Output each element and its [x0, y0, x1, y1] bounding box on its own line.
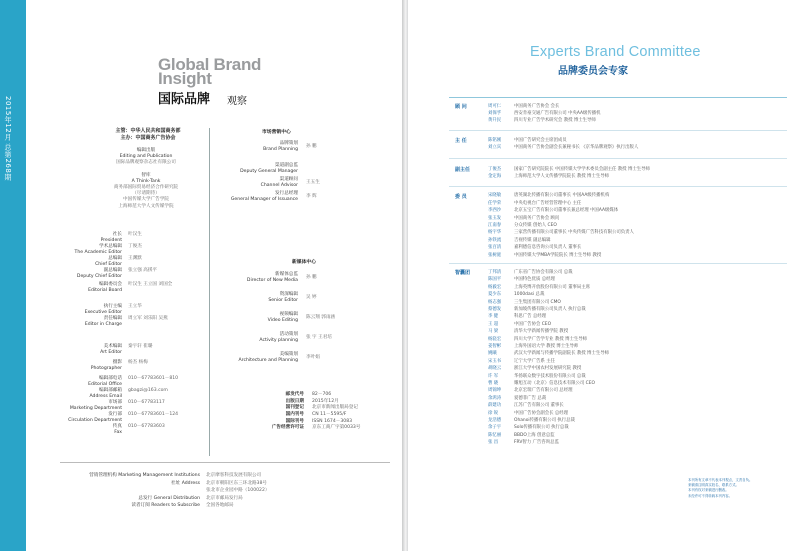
expert-title: 三生集团有限公司 CMO — [514, 299, 561, 305]
note-line: 本刊所有文章不代表本刊观点，文责自负。 — [688, 478, 753, 482]
expert-row — [488, 357, 555, 364]
expert-name: 徐 锐 — [488, 410, 499, 416]
expert-name: 陈忆丽 — [488, 432, 502, 438]
market-row — [210, 154, 390, 162]
info-row: 邮发代号 82－706 — [285, 392, 332, 397]
expert-row — [488, 394, 546, 401]
expert-row — [488, 276, 555, 283]
expert-name: 陈国平 — [488, 277, 502, 283]
media-row: 资深编辑 Senior Editor 吴 婷 — [268, 291, 317, 303]
expert-name: 许 军 — [488, 373, 499, 379]
note-line: 本刊有权对来稿进行删改。 — [688, 488, 729, 493]
staff-row: 总编辑 Chief Editor 王渊默 — [95, 256, 142, 268]
expert-name: 孙铁流 — [488, 237, 502, 243]
expert-title: 中央电视台广告经营管理中心 主任 — [514, 200, 582, 206]
expert-name: 薛建功 — [488, 403, 502, 409]
expert-name: 宋晓敏 — [488, 193, 502, 199]
info-row: 国刊登记 北京市新闻出版局登记 — [285, 405, 358, 411]
expert-title: 西安肯豪交通广告有限公司 中央AA级传播机 — [514, 111, 601, 117]
expert-name: 宋玉书 — [488, 358, 502, 364]
expert-row — [488, 305, 586, 312]
editorial-note — [688, 478, 776, 499]
expert-row — [488, 416, 575, 423]
expert-title: 广东省广告协会有限公司 总裁 — [514, 270, 573, 276]
group-divider — [449, 158, 787, 159]
expert-name: 张树庭 — [488, 252, 502, 258]
expert-title: FRV智力 广告咨询总监 — [514, 440, 559, 446]
note-line: 未经许可不得转载本刊内容。 — [688, 493, 733, 498]
media-row: 美编策划 Architecture and Planning 李叶娟 — [238, 351, 320, 363]
expert-row — [488, 229, 634, 236]
media-center-list — [210, 268, 390, 368]
expert-title: 嘉利德信息咨询公司负责人 董事长 — [514, 245, 582, 251]
expert-row — [488, 144, 638, 151]
staff-row: 编辑委员会 Editorial Board 叶汉生 王立国 刘国全 — [88, 282, 173, 294]
expert-name: 周可仁 — [488, 103, 502, 109]
expert-title: 爱德菲广告 总裁 — [514, 395, 547, 401]
expert-title: 1000dasi 总裁 — [514, 292, 545, 298]
group-label: 顾 问 — [455, 104, 467, 110]
expert-row — [488, 165, 650, 172]
note-line: 来稿请注明真实姓名、联系方式。 — [688, 483, 739, 488]
expert-name: 杨毅宏 — [488, 284, 502, 290]
expert-row — [488, 409, 568, 416]
distribution-row: 社址 Address 北京市朝阳区东三环北路38号 — [171, 480, 267, 486]
expert-name: 曹 晓 — [488, 381, 499, 387]
expert-name: 刘立宾 — [488, 145, 502, 151]
expert-name: 丁邦清 — [488, 270, 502, 276]
publication-info — [240, 392, 390, 432]
footer-divider — [60, 462, 390, 463]
expert-title: 江苏广告有限公司 董事长 — [514, 403, 564, 409]
expert-name: 丁俊杰 — [488, 166, 502, 172]
group-label: 委 员 — [455, 193, 467, 200]
expert-name: 任学荣 — [488, 200, 502, 206]
staff-row: 责任编辑 Editor in Charge 周立军 刘乐阳 吴燕 — [84, 316, 168, 328]
media-center-heading: 新媒体中心 — [292, 260, 316, 265]
expert-name: 陈铭刚 — [488, 137, 502, 143]
publishing-block: 编辑出版 Editing and Publication 国际品牌观察杂志社有限公司 智库 A Think-Tank 商务部国际贸易经济合作研究院 （尽请期待） 中国传媒大学广告学院 上海师范大学人文传媒学院 — [113, 148, 179, 209]
expert-row — [488, 207, 618, 214]
magazine-logo — [158, 55, 262, 88]
expert-name: 江南春 — [488, 223, 502, 229]
expert-title: 中国特色优质 总经理 — [514, 277, 555, 283]
sidebar-date: 2015年12月 总第268期 — [4, 96, 12, 181]
info-row: 广告经营许可证 京东工商广字第0033号 — [271, 425, 361, 431]
distribution-row: 总发行 General Distribution 北京市邮局发行局 — [138, 495, 243, 501]
expert-name: 周锦坤 — [488, 388, 502, 394]
expert-row — [488, 172, 609, 179]
distribution-row: 读者订阅 Readers to Subscribe 全国各地邮局 — [131, 503, 234, 508]
expert-title: 中国广告协会副会长 总经理 — [514, 410, 569, 416]
expert-title: 三家营传播有限公司董事长 中央传媒广告科技有限公司负责人 — [514, 230, 634, 236]
expert-name: 黄升民 — [488, 118, 502, 124]
media-row: 视频编辑 Video Editing 陈云翔 郭雨涵 — [267, 311, 336, 323]
expert-row — [488, 214, 559, 221]
expert-title: 上海英博开放股份有限公司 董事局主席 — [514, 284, 591, 290]
expert-row — [488, 335, 587, 342]
expert-row — [488, 291, 544, 298]
expert-title: BBDO上海 创意总监 — [514, 432, 555, 438]
expert-row — [488, 365, 581, 372]
expert-row — [488, 439, 559, 446]
expert-row — [488, 102, 559, 109]
expert-row — [488, 268, 572, 275]
staff-row: 执行主编 Executive Editor 王立华 — [84, 304, 142, 316]
expert-name: 王 超 — [488, 321, 499, 327]
expert-row — [488, 199, 581, 206]
media-row: 活动策划 Activity planning 张 宇 王君培 — [259, 331, 332, 343]
staff-row: 市场部 Marketing Department 010－67783117 — [69, 400, 165, 412]
market-row: 渠道副总监 Deputy General Manager — [240, 162, 298, 174]
expert-row — [488, 328, 568, 335]
expert-name: 夏少东 — [488, 292, 502, 298]
expert-title: 浙江大学中国农村发展研究院 教授 — [514, 366, 582, 372]
expert-name: 李 健 — [488, 314, 499, 320]
staff-row: 社长 President 叶汉生 — [100, 232, 142, 244]
expert-title: Solo传播有限公司 执行总裁 — [514, 425, 569, 431]
staff-row: 学术总编辑 The Academic Editor 丁俊杰 — [74, 244, 142, 256]
expert-name: 刘保孚 — [488, 111, 502, 117]
expert-name: 杨骁宏 — [488, 336, 502, 342]
expert-title: 中国商务广告协会 会长 — [514, 103, 560, 109]
expert-row — [488, 221, 557, 228]
expert-title: 上海师范大学人文传播学院院长 教授 博士生导师 — [514, 174, 609, 180]
expert-title: 北京五宝广告有限公司董事长兼总经理 中国AA级媒体 — [514, 208, 619, 214]
group-label: 智囊团 — [455, 270, 471, 277]
expert-title: 四川专业广告学术研究会 教授 博士生导师 — [514, 118, 596, 124]
experts-title-rule — [449, 97, 787, 98]
staff-row: 美术编辑 Art Editor 秦宇轩 崔璐 — [100, 344, 153, 356]
group-divider — [449, 263, 787, 264]
market-row: 发行总经理 General Manager of Issuance 李 辉 — [230, 190, 317, 202]
expert-name: 蔡德发 — [488, 307, 502, 313]
expert-title: 华扬联众数字技术股份有限公司 总裁 — [514, 373, 586, 379]
expert-name: 胡晓云 — [488, 366, 502, 372]
info-row: 国际刊号 ISSN 1674－3083 — [285, 418, 353, 424]
expert-title: 辽宁大学广告系 主任 — [514, 358, 555, 364]
expert-title: 国家广告研究院院长 中国传媒大学学术委员会副主任 教授 博士生导师 — [514, 166, 650, 172]
sponsor-block: 主管：中华人民共和国商务部 主办：中国商务广告协会 — [115, 128, 181, 141]
expert-row — [488, 117, 596, 124]
logo-line1: Global Brand — [158, 55, 262, 74]
expert-row — [488, 192, 609, 199]
staff-list — [56, 232, 206, 436]
expert-name: 张 昌 — [488, 440, 499, 446]
expert-title: 中国商务广告协会 顾问 — [514, 215, 560, 221]
staff-row: 副总编辑 Deputy Chief Editor 张立强 高援平 — [76, 268, 158, 280]
expert-title: 中国传媒大学MBA学院院长 博士生导师 教授 — [514, 252, 602, 258]
expert-title: 分众传媒 创始人 CEO — [514, 223, 557, 229]
experts-title-en: Experts Brand Committee — [530, 44, 701, 60]
left-page — [0, 0, 402, 551]
expert-title: 上海外国语大学 教授 博士生导师 — [514, 344, 579, 350]
expert-row — [488, 350, 609, 357]
expert-row — [488, 136, 567, 143]
expert-row — [488, 283, 590, 290]
expert-row — [488, 236, 551, 243]
group-divider — [449, 130, 787, 131]
expert-name: 余子宇 — [488, 425, 502, 431]
logo-zh-sub: 观察 — [227, 96, 247, 107]
expert-title: 四川大学广告学专业 教授 博士生导师 — [514, 336, 588, 342]
staff-row: 发行部 Circulation Department 010－67783601－124 — [68, 412, 179, 424]
market-row: 品牌策划 Brand Planning 孙 鹏 — [263, 140, 317, 152]
distribution-row: 张北市企业园中路（100022） — [206, 488, 270, 493]
expert-title: 清华大学新闻传播学院 教授 — [514, 329, 569, 335]
expert-title: 科思广告 总经理 — [514, 314, 547, 320]
expert-title: 北京宏瑞广告有限公司 总经理 — [514, 388, 573, 394]
expert-row — [488, 342, 578, 349]
expert-title: 吉视传媒 副总编辑 — [514, 237, 551, 243]
expert-title: 新加坡传播有限公司负责人 执行总裁 — [514, 307, 586, 313]
expert-name: 龙浩德 — [488, 418, 502, 424]
logo-zh-main: 国际品牌 — [158, 92, 211, 107]
distribution-row: 营销管理机构 Marketing Management Institutions 北京摩客科技发展有限公司 — [89, 473, 262, 478]
group-divider — [449, 186, 787, 187]
distribution-block — [70, 473, 390, 511]
expert-row — [488, 387, 572, 394]
expert-name: 杨宇华 — [488, 230, 502, 236]
media-row: 新媒体总监 Director of New Media 孙 鹏 — [246, 271, 317, 283]
group-label: 主 任 — [455, 138, 467, 145]
expert-name: 姜智彬 — [488, 344, 502, 350]
expert-name: 余鸿涛 — [488, 395, 502, 401]
logo-line2: Insight — [158, 69, 212, 88]
sidebar-strip — [0, 0, 26, 551]
expert-row — [488, 251, 601, 258]
expert-row — [488, 320, 551, 327]
expert-name: 金定海 — [488, 174, 502, 180]
expert-name: 李西沙 — [488, 208, 502, 214]
expert-name: 张百清 — [488, 245, 502, 251]
expert-row — [488, 379, 595, 386]
expert-title: 中国商务广告协会副会长兼秘书长 《京华品牌观察》执行出版人 — [514, 145, 639, 151]
staff-row: 编辑部邮箱 Address Email gbagzi@163.com — [89, 388, 168, 400]
expert-row — [488, 244, 581, 251]
market-center-heading: 市场营销中心 — [262, 130, 291, 135]
expert-title: 唐英湖北传播有限公司董事长 中国AA级传播机构 — [514, 193, 610, 199]
group-label: 副主任 — [455, 167, 471, 173]
expert-row — [488, 424, 569, 431]
expert-row — [488, 313, 546, 320]
staff-row: 编辑部电话 Editorial Office 010－67783601－810 — [88, 376, 179, 388]
expert-row — [488, 372, 586, 379]
market-center-list — [210, 140, 390, 204]
info-row: 国内刊号 CN 11－5595/F — [285, 412, 347, 418]
expert-name: 张玉发 — [488, 215, 502, 221]
expert-name: 杨志强 — [488, 299, 502, 305]
market-row: 渠道顾问 Channel Advisor 王五生 — [260, 176, 320, 188]
expert-title: 中国广告协会 CEO — [514, 321, 552, 327]
expert-title: Ohanoi传播有限公司 执行总裁 — [514, 418, 575, 424]
expert-title: 耀旭互动（北京）信息技术有限公司 CEO — [514, 381, 595, 387]
expert-row — [488, 431, 555, 438]
expert-row — [488, 402, 564, 409]
expert-name: 马 梁 — [488, 329, 499, 335]
expert-row — [488, 109, 601, 116]
expert-name: 姚曦 — [488, 351, 497, 357]
staff-row: 摄影 Photographer 杨杰 杨梅 — [90, 360, 148, 372]
experts-title-zh: 品牌委员会专家 — [558, 66, 628, 77]
staff-row: 传真 Fax 010－67783603 — [112, 424, 165, 436]
expert-row — [488, 298, 561, 305]
expert-title: 中国广告研究会主席团成员 — [514, 137, 567, 143]
info-row: 出版日期 2015年12月 — [285, 398, 339, 404]
expert-title: 武汉大学新闻与传播学院副院长 教授 博士生导师 — [514, 351, 609, 357]
